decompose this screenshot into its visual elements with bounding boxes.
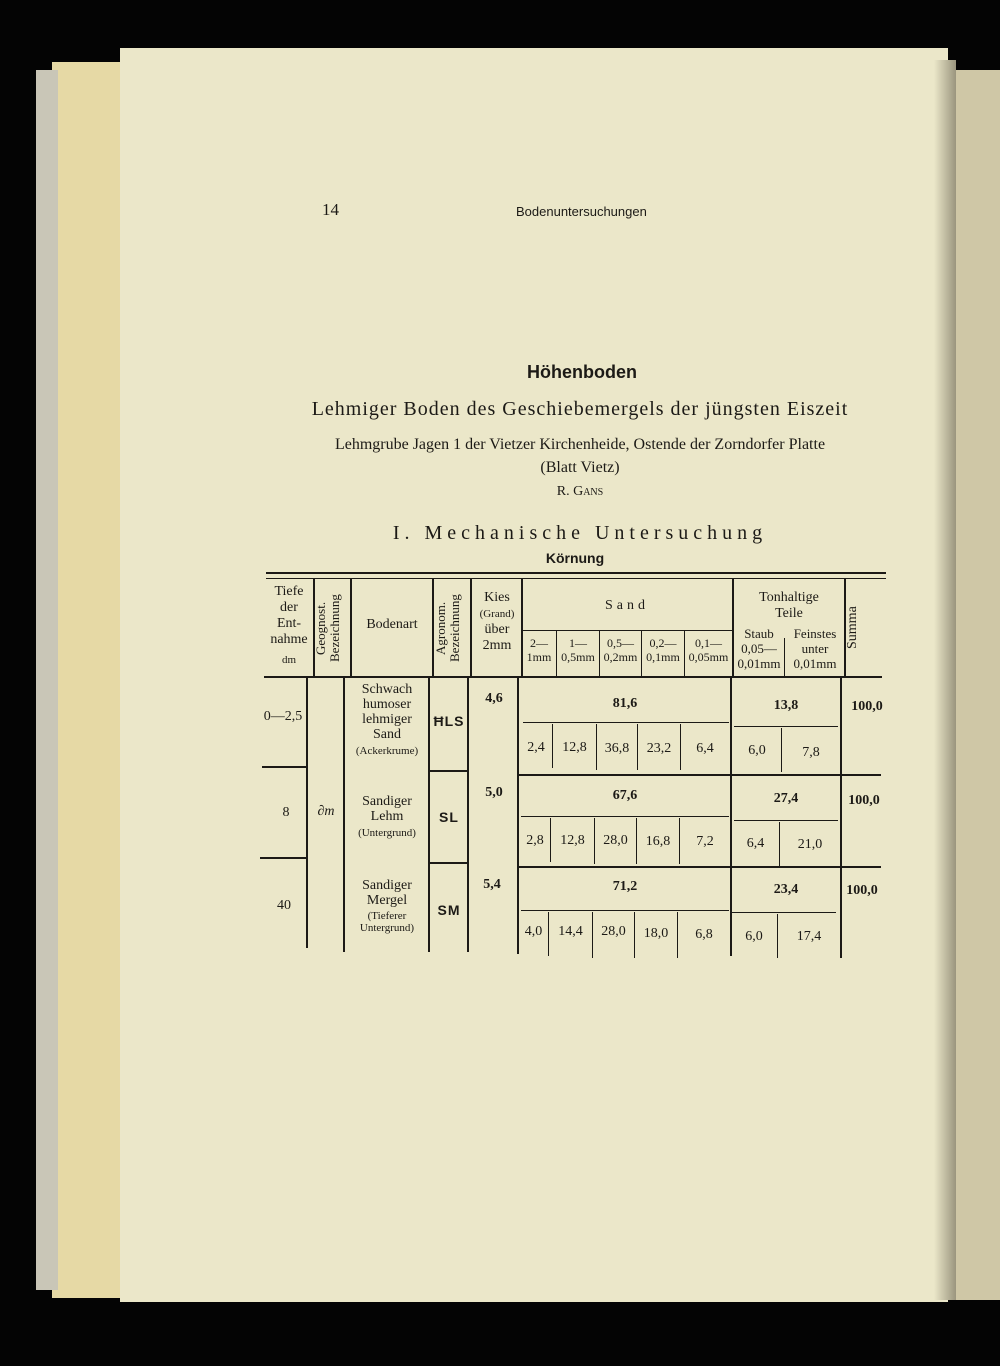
running-head: Bodenuntersuchungen (516, 204, 647, 219)
header-tiefe-4: nahme (270, 632, 308, 647)
header-feinstes (785, 626, 845, 671)
sheet: (Blatt Vietz) (540, 459, 620, 476)
row1-sand-5: 6,4 (696, 741, 714, 756)
row3-staub: 6,0 (745, 929, 763, 944)
header-bottom-rule (264, 676, 882, 678)
row2-ton-total: 27,4 (773, 791, 799, 806)
row1-summa: 100,0 (851, 699, 883, 714)
row1-bodenart-2: humoser (362, 697, 412, 712)
row2-sand-4: 16,8 (645, 834, 671, 849)
row3-sand-3: 28,0 (601, 924, 626, 939)
header-tiefe-1: Tiefe (274, 584, 304, 599)
row-rule (430, 862, 469, 864)
table-top-rule-2 (266, 578, 886, 579)
row2-sand-2: 12,8 (560, 833, 585, 848)
header-tiefe-unit: dm (281, 654, 297, 666)
row2-bodenart-1: Sandiger (362, 794, 412, 809)
col-line (840, 676, 842, 958)
row3-sand-4: 18,0 (643, 926, 669, 941)
row1-feinstes: 7,8 (802, 745, 820, 760)
row2-feinstes: 21,0 (797, 837, 823, 852)
row3-bodenart-4: Untergrund) (359, 922, 415, 934)
header-staub-2: 0,05— (741, 641, 777, 656)
sand-sub-rule (523, 630, 733, 631)
row2-bodenart-2: Lehm (370, 809, 404, 824)
row1-staub: 6,0 (748, 743, 766, 758)
page-edges-shade (36, 70, 58, 1290)
header-agronom: Agronom. Bezeichnung (433, 594, 462, 662)
header-summa: Summa (845, 606, 860, 650)
row3-agronom: SM (437, 902, 461, 918)
row2-kies: 5,0 (485, 785, 503, 800)
section-title: Höhenboden (527, 362, 637, 382)
header-ton-1: Tonhaltige (759, 590, 819, 605)
header-ton (734, 590, 844, 622)
row3-bodenart-3: (Tieferer (367, 910, 407, 922)
row2-summa: 100,0 (848, 793, 880, 808)
header-kies-1: Kies (484, 590, 510, 605)
sub-rule (732, 912, 836, 913)
row1-sand-2: 12,8 (562, 740, 587, 755)
header-staub (734, 626, 784, 671)
header-kies-3: über (484, 622, 510, 637)
header-tiefe-3: Ent- (276, 616, 302, 631)
row1-bodenart-5: (Ackerkrume) (355, 745, 419, 757)
header-sand-3: 0,5— 0,2mm (603, 636, 638, 664)
row1-bodenart-4: Sand (373, 727, 401, 742)
header-feinstes-1: Feinstes (793, 626, 837, 641)
row1-kies: 4,6 (485, 691, 503, 706)
header-tiefe (264, 584, 314, 668)
subtitle: Lehmiger Boden des Geschiebemergels der jüngsten Eiszeit (311, 398, 849, 420)
header-kies (472, 590, 522, 654)
header-bodenart: Bodenart (366, 617, 418, 632)
gutter-shadow (934, 60, 956, 1300)
header-sand-5: 0,1— 0,05mm (688, 636, 729, 664)
header-staub-1: Staub (744, 626, 774, 641)
page-edges (52, 62, 126, 1298)
row2-sand-5: 7,2 (696, 834, 714, 849)
row1-sand-3: 36,8 (604, 741, 630, 756)
row2-staub: 6,4 (746, 836, 765, 851)
author: R. Gans (556, 484, 604, 499)
row1-bodenart (345, 682, 429, 759)
page-number: 14 (322, 200, 339, 219)
row3-kies: 5,4 (483, 877, 501, 892)
row2-sand-1: 2,8 (526, 833, 544, 848)
row3-summa: 100,0 (846, 883, 878, 898)
row2-sand-total: 67,6 (612, 788, 638, 803)
header-feinstes-3: 0,01mm (793, 656, 837, 671)
header-sand: Sand (605, 598, 649, 613)
table-caption: Körnung (545, 550, 605, 566)
row1-bodenart-3: lehmiger (362, 712, 412, 727)
row3-bodenart (345, 878, 429, 934)
row1-agronom: ĦLS (433, 713, 465, 729)
location: Lehmgrube Jagen 1 der Vietzer Kirchenheide, Ostende der Zorndorfer Platte (334, 436, 826, 453)
row3-tiefe: 40 (277, 898, 291, 913)
geognost-symbol: ∂m (317, 804, 335, 819)
table-top-rule (266, 572, 886, 574)
row-rule (262, 766, 306, 768)
col-line (730, 676, 732, 956)
row-rule (519, 774, 881, 776)
sub-rule (523, 722, 729, 723)
row3-sand-2: 14,4 (558, 924, 583, 939)
row2-tiefe: 8 (282, 805, 290, 820)
row3-sand-total: 71,2 (612, 879, 638, 894)
row1-sand-total: 81,6 (612, 696, 638, 711)
book-page (120, 48, 948, 1302)
header-tiefe-2: der (280, 600, 298, 615)
row1-tiefe: 0—2,5 (263, 709, 303, 724)
row3-bodenart-2: Mergel (366, 893, 408, 908)
investigation-title: I. Mechanische Untersuchung (392, 522, 768, 544)
row2-sand-3: 28,0 (603, 833, 628, 848)
header-sand-4: 0,2— 0,1mm (646, 636, 680, 664)
row2-bodenart-3: (Untergrund) (358, 827, 416, 839)
row1-ton-total: 13,8 (773, 698, 799, 713)
row3-bodenart-1: Sandiger (362, 878, 412, 893)
row-rule (260, 857, 306, 859)
row3-feinstes: 17,4 (796, 929, 822, 944)
row2-bodenart (345, 794, 429, 841)
row1-sand-4: 23,2 (646, 741, 672, 756)
header-geognost: Geognost. Bezeichnung (313, 594, 342, 662)
header-kies-2: (Grand) (479, 608, 515, 620)
row-rule (519, 866, 881, 868)
row2-agronom: SL (439, 809, 459, 825)
row1-sand-1: 2,4 (527, 740, 545, 755)
header-ton-2: Teile (775, 606, 803, 621)
header-sand-2: 1— 0,5mm (561, 636, 595, 664)
sub-rule (734, 726, 838, 727)
header-sand-1: 2— 1mm (526, 636, 552, 664)
col-line (517, 676, 519, 954)
row-rule (430, 770, 469, 772)
row3-sand-5: 6,8 (695, 927, 713, 942)
row3-ton-total: 23,4 (773, 882, 799, 897)
header-staub-3: 0,01mm (737, 656, 781, 671)
sub-rule (734, 820, 838, 821)
sub-rule (521, 816, 729, 817)
header-feinstes-2: unter (801, 641, 829, 656)
row1-bodenart-1: Schwach (361, 682, 413, 697)
sub-rule (521, 910, 729, 911)
header-kies-4: 2mm (482, 638, 512, 653)
row3-sand-1: 4,0 (524, 924, 543, 939)
